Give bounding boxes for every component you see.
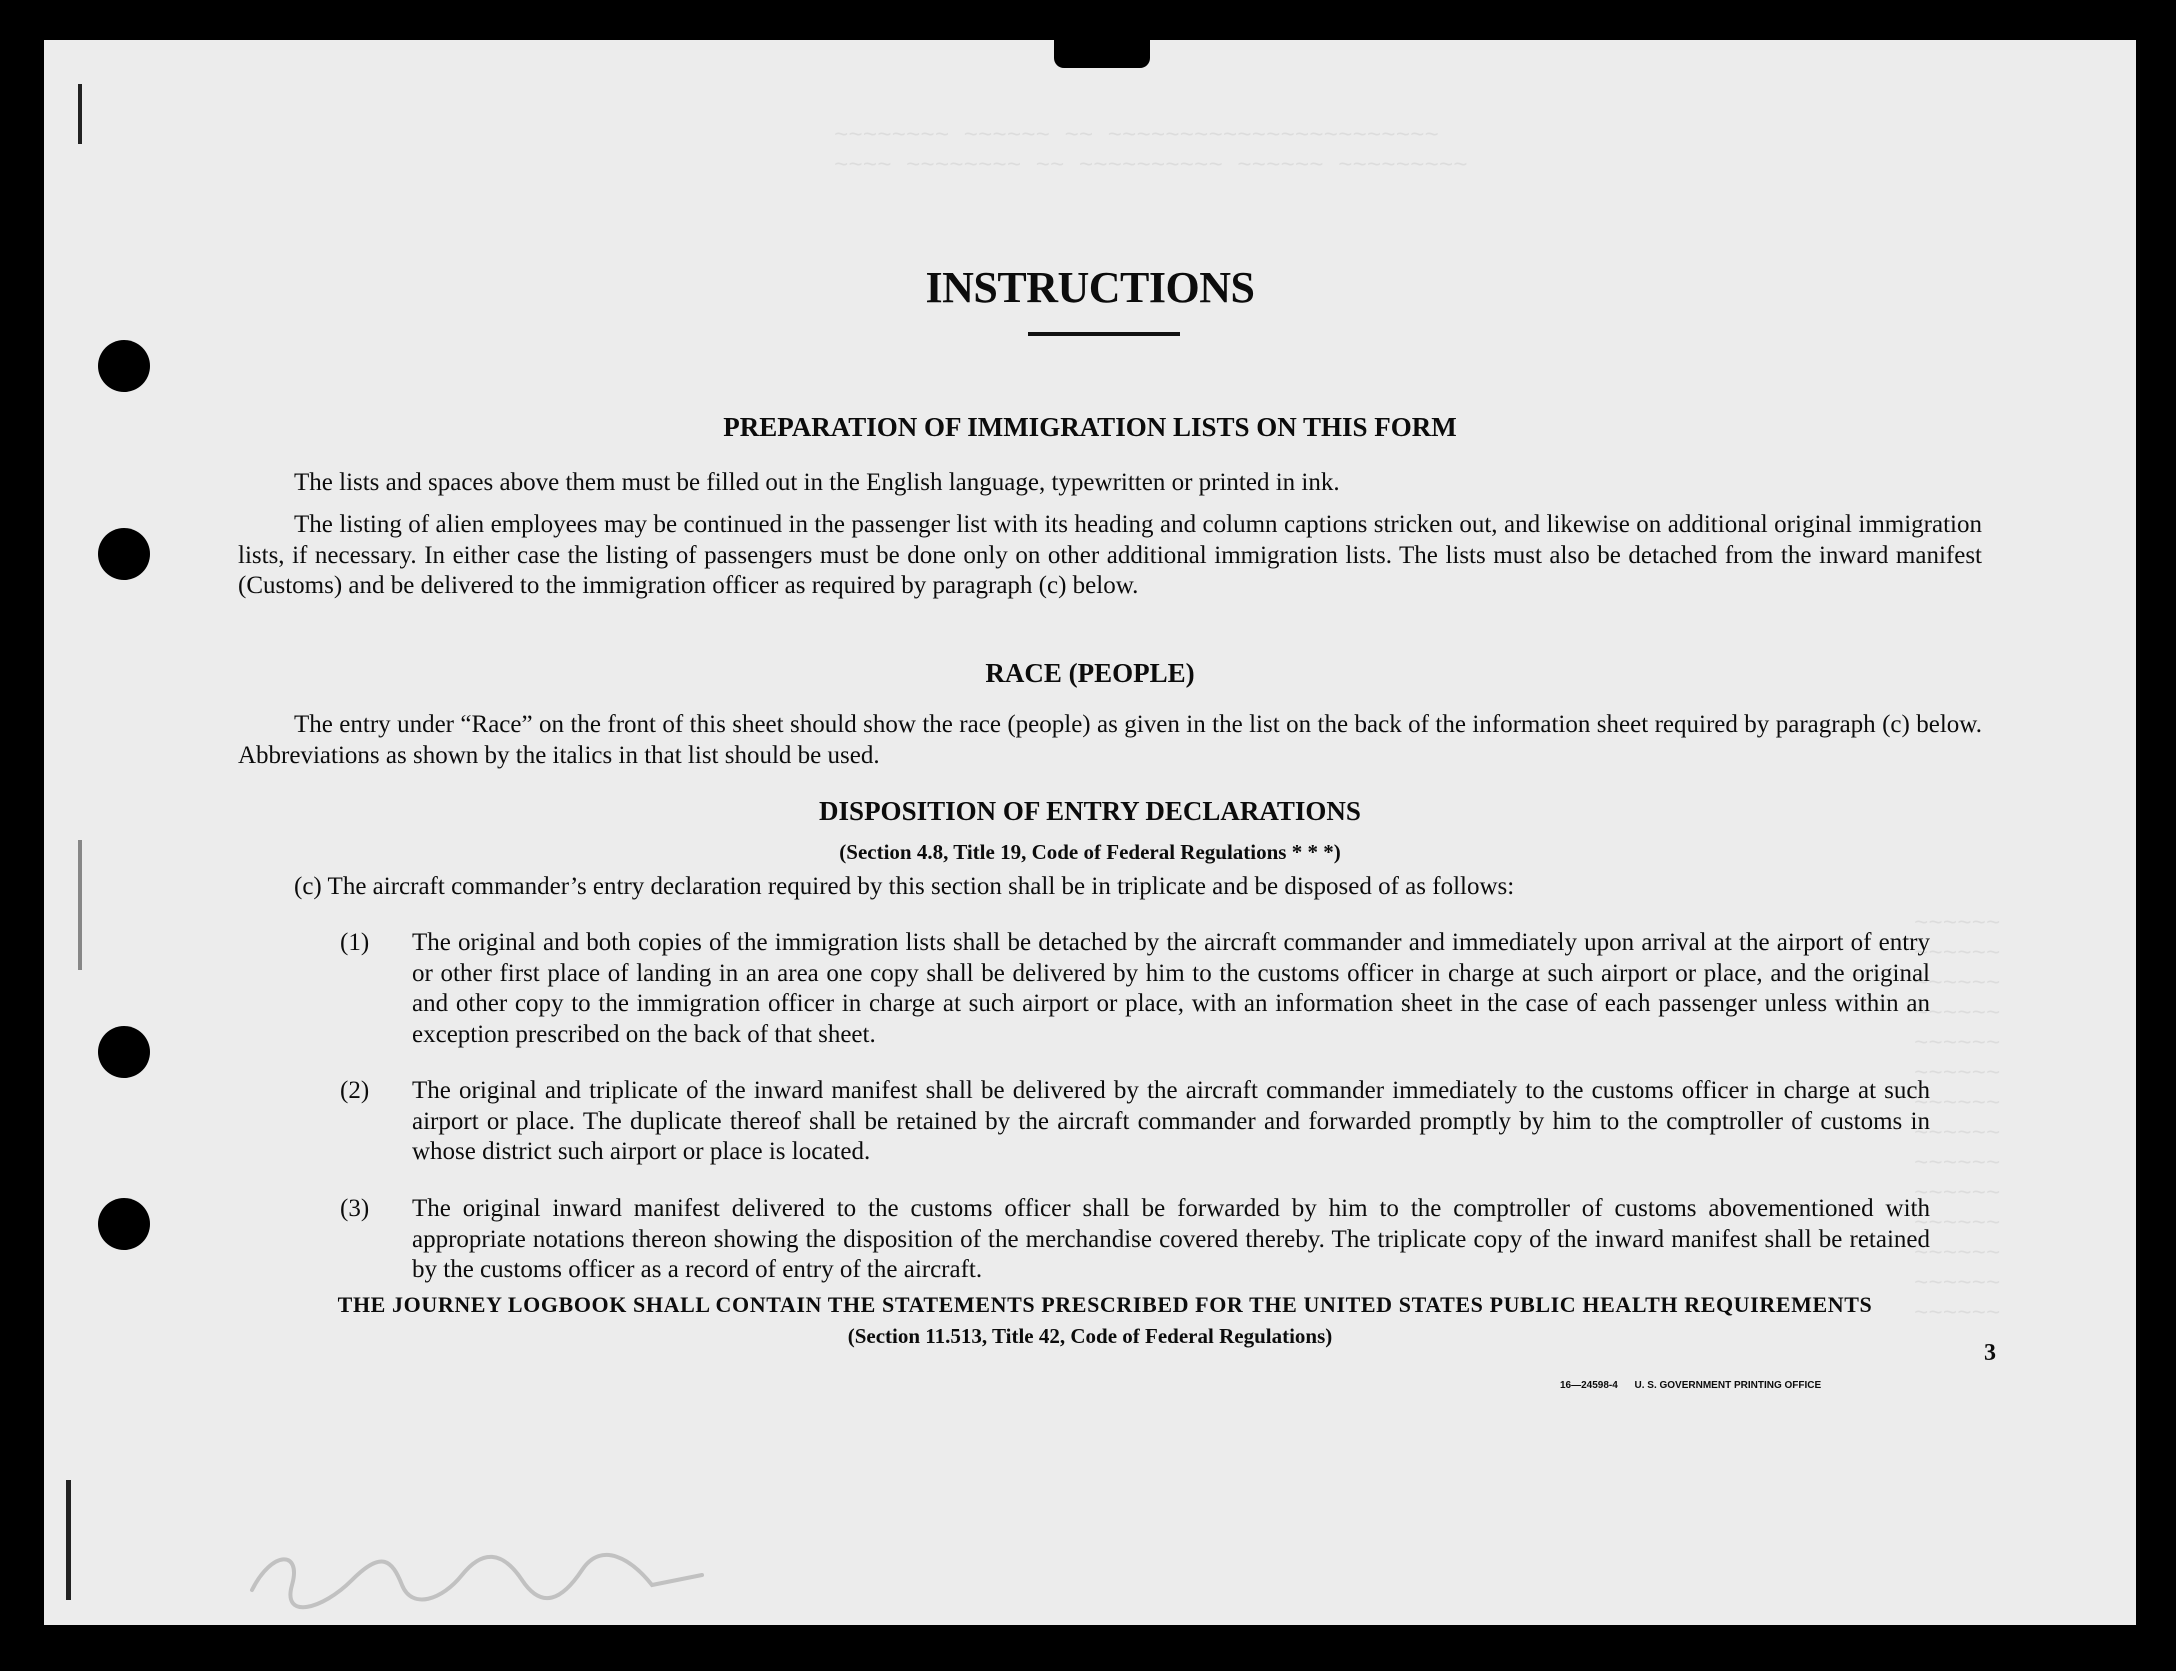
document-page	[44, 40, 2136, 1625]
paragraph-c-intro: (c) The aircraft commander’s entry declaration required by this section shall be in triplicate and be disposed of as follows:	[294, 873, 1515, 900]
show-through-text: ~~~~~~~~ ~~~~~~ ~~ ~~~~~~~~~~~~~~~~~~~~~~~ ~~~~ ~~~~~~~~ ~~ ~~~~~~~~~~ ~~~~~~ ~~~~~~~~~	[834, 123, 1468, 180]
edge-mark	[78, 84, 82, 144]
edge-mark	[66, 1480, 71, 1600]
signature-mark	[232, 1530, 712, 1620]
page-title: INSTRUCTIONS	[925, 263, 1255, 312]
page-mark: 3	[1984, 1340, 1996, 1366]
health-requirements-statement: THE JOURNEY LOGBOOK SHALL CONTAIN THE STATEMENTS PRESCRIBED FOR THE UNITED STATES PUBLIC HEALTH REQUIREMENTS	[337, 1292, 1873, 1317]
show-through-text: ~~~~~~ ~~~~~~ ~~~~~~ ~~~~~~ ~~~~~~ ~~~~~~ ~~~~~~ ~~~~~~ ~~~~~~ ~~~~~~ ~~~~~~ ~~~~~~ ~~~~~~ ~~~~~~	[1914, 911, 2001, 1328]
paragraph-alien-employees: The listing of alien employees may be continued in the passenger list with its heading and column captions stricken out, and likewise on additional original immigration lists, if necessary. In either case the listing of passengers must be done only on other additional immigration lists. The lists must also be detached from the inward manifest (Customs) and be delivered to the immigration officer as required by paragraph (c) below.	[238, 511, 1982, 599]
list-item	[340, 1194, 1930, 1286]
printer-imprint	[1560, 1380, 1821, 1391]
item-number: (1)	[340, 929, 370, 956]
health-requirements-citation: (Section 11.513, Title 42, Code of Federal Regulations)	[847, 1324, 1333, 1348]
section-heading-disposition: DISPOSITION OF ENTRY DECLARATIONS	[819, 796, 1361, 826]
item-number: (3)	[340, 1195, 370, 1222]
printer-name: U. S. GOVERNMENT PRINTING OFFICE	[1634, 1380, 1822, 1391]
section-heading-race: RACE (PEOPLE)	[985, 658, 1195, 688]
punch-hole	[98, 1026, 150, 1078]
binding-tab	[1054, 40, 1150, 68]
print-code: 16—24598-4	[1560, 1380, 1618, 1391]
item-text: The original inward manifest delivered to the customs officer shall be forwarded by him to the comptroller of customs abovementioned with appropriate notations thereon showing the disposition of the merchandise covered thereby. The triplicate copy of the inward manifest shall be retained by the customs officer as a record of entry of the aircraft.	[412, 1195, 1930, 1283]
paragraph-lists: The lists and spaces above them must be filled out in the English language, typewritten or printed in ink.	[294, 469, 1340, 496]
punch-hole	[98, 1198, 150, 1250]
item-text: The original and triplicate of the inward manifest shall be delivered by the aircraft commander immediately to the customs officer in charge at such airport or place. The duplicate thereof shall be retained by the aircraft commander and forwarded promptly by him to the comptroller of customs in whose district such airport or place is located.	[412, 1077, 1930, 1165]
list-item	[340, 928, 1930, 1050]
punch-hole	[98, 528, 150, 580]
item-number: (2)	[340, 1077, 370, 1104]
disposition-citation: (Section 4.8, Title 19, Code of Federal Regulations * * *)	[839, 840, 1341, 864]
title-underline	[1028, 332, 1180, 336]
paragraph-race: The entry under “Race” on the front of this sheet should show the race (people) as given in the list on the back of the information sheet required by paragraph (c) below. Abbreviations as shown by the italics in that list should be used.	[238, 711, 1982, 769]
item-text: The original and both copies of the immigration lists shall be detached by the aircraft commander and immediately upon arrival at the airport of entry or other first place of landing in an area one copy shall be delivered by him to the customs officer in charge at such airport or place, and the original and other copy to the immigration officer in charge at such airport or place, with an information sheet in the case of each passenger unless within an exception prescribed on the back of that sheet.	[412, 929, 1930, 1048]
list-item	[340, 1076, 1930, 1168]
punch-hole	[98, 340, 150, 392]
section-heading-preparation: PREPARATION OF IMMIGRATION LISTS ON THIS FORM	[723, 412, 1457, 442]
